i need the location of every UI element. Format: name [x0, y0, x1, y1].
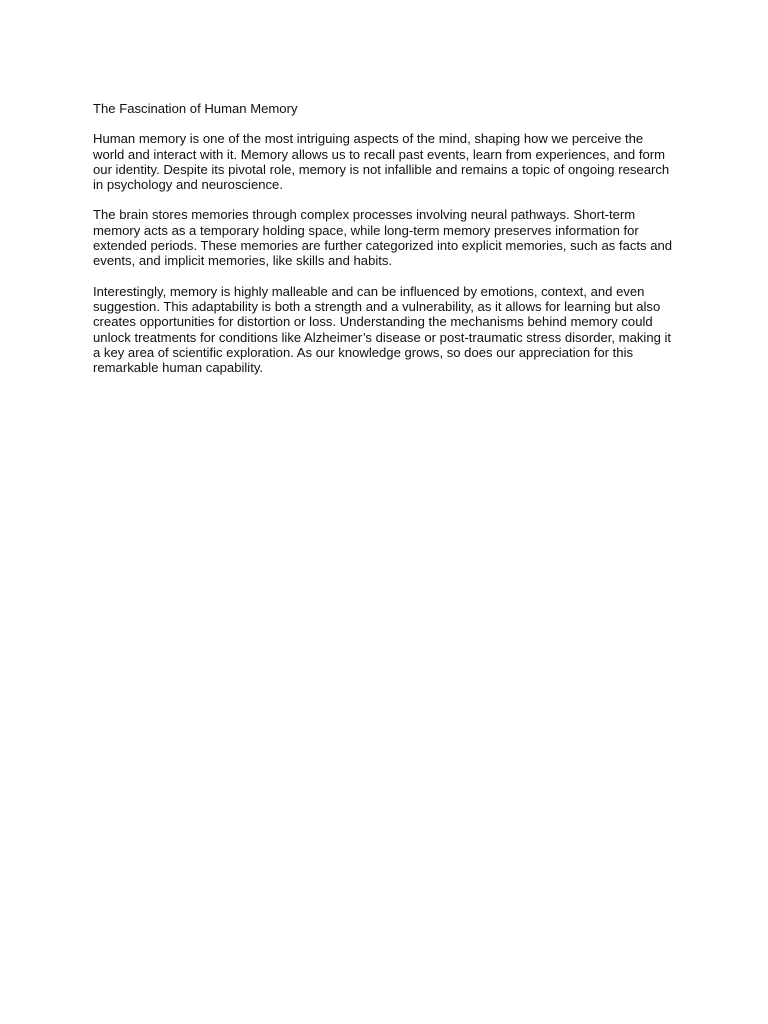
paragraph-1: Human memory is one of the most intriguing aspects of the mind, shaping how we perceive the world and interact with it. Memory allows us to recall past events, learn from experiences, and form our identity. Despite its pivotal role, memory is not infallible and remains a topic of ongoing research in psychology and neuroscience. [93, 131, 670, 193]
paragraph-2: The brain stores memories through complex processes involving neural pathways. Short-term memory acts as a temporary holding space, while long-term memory preserves information for extended periods. These memories are further categorized into explicit memories, such as facts and events, and implicit memories, like skills and habits. [93, 207, 673, 269]
document-title: The Fascination of Human Memory [93, 101, 298, 116]
document-page [93, 101, 675, 390]
paragraph-3: Interestingly, memory is highly malleable and can be influenced by emotions, context, and even suggestion. This adaptability is both a strength and a vulnerability, as it allows for learning but also creates opportunities for distortion or loss. Understanding the mechanisms behind memory could unlock treatments for conditions like Alzheimer’s disease or post-traumatic stress disorder, making it a key area of scientific exploration. As our knowledge grows, so does our appreciation for this remarkable human capability. [93, 283, 672, 376]
